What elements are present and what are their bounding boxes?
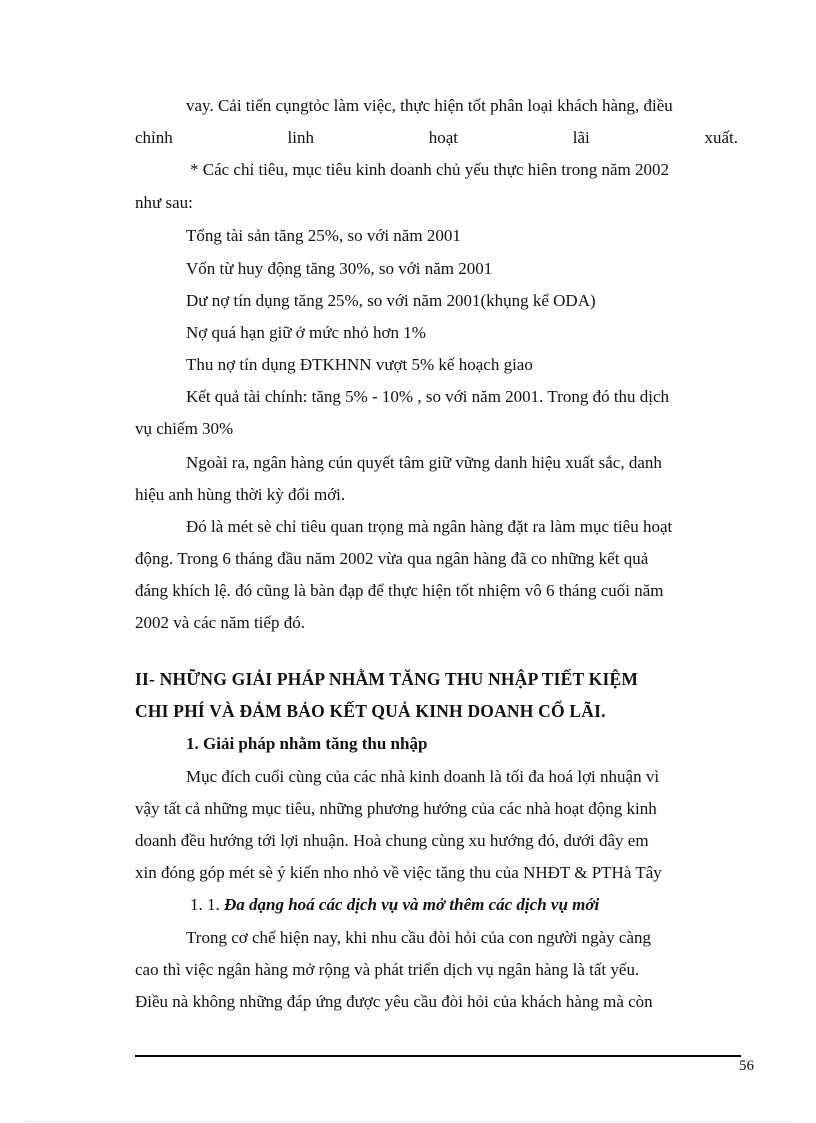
- body-line: cao thì việc ngân hàng mở rộng và phát triển dịch vụ ngân hàng là tất yếu.: [135, 960, 640, 979]
- body-line: Kết quả tài chính: tăng 5% - 10% , so với năm 2001. Trong đó thu dịch: [186, 387, 670, 406]
- target-item: Vốn từ huy động tăng 30%, so với năm 2001: [186, 259, 493, 278]
- target-item: Thu nợ tín dụng ĐTKHNN vượt 5% kế hoạch giao: [186, 355, 533, 374]
- footer-rule: [135, 1055, 741, 1057]
- item-number: 1. 1.: [190, 895, 220, 914]
- target-item: Nợ quá hạn giữ ở mức nhỏ hơn 1%: [186, 323, 426, 342]
- word: lãi: [572, 128, 590, 147]
- body-line: vay. Cải tiến cụngtỏc làm việc, thực hiện tốt phân loại khách hàng, điều: [186, 96, 673, 115]
- body-line: Đó là mét sè chỉ tiêu quan trọng mà ngân hàng đặt ra làm mục tiêu hoạt: [186, 517, 673, 536]
- item-heading: [190, 894, 738, 916]
- body-line-justified: [135, 127, 738, 149]
- word: chỉnh: [135, 128, 173, 147]
- target-item: Tổng tài sản tăng 25%, so với năm 2001: [186, 226, 461, 245]
- body-line: * Các chỉ tiêu, mục tiêu kinh doanh chủ yếu thực hiên trong năm 2002: [190, 160, 669, 179]
- body-line: Ngoài ra, ngân hàng cún quyết tâm giữ vững danh hiệu xuất sắc, danh: [186, 453, 662, 472]
- body-line: 2002 và các năm tiếp đó.: [135, 613, 305, 632]
- body-line: xin đóng góp mét sè ý kiến nho nhỏ về việc tăng thu của NHĐT & PTHà Tây: [135, 863, 662, 882]
- target-item: Dư nợ tín dụng tăng 25%, so với năm 2001(khụng kể ODA): [186, 291, 596, 310]
- body-line: như sau:: [135, 193, 193, 212]
- page-edge-divider: [25, 1121, 791, 1122]
- body-line: động. Trong 6 tháng đầu năm 2002 vừa qua ngân hàng đã co những kết quả: [135, 549, 649, 568]
- body-line: vậy tất cả những mục tiêu, những phương hướng của các nhà hoạt động kinh: [135, 799, 657, 818]
- section-heading: II- NHỮNG GIẢI PHÁP NHẰM TĂNG THU NHẬP TIẾT KIỆM: [135, 669, 639, 689]
- body-line: Trong cơ chế hiện nay, khi nhu cầu đòi hỏi của con người ngày càng: [186, 928, 651, 947]
- body-line: Mục đích cuối cùng của các nhà kinh doanh là tối đa hoá lợi nhuận vì: [186, 767, 660, 786]
- word: linh: [287, 128, 314, 147]
- body-line: Điều nà không những đáp ứng được yêu cầu đòi hỏi của khách hàng mà còn: [135, 992, 653, 1011]
- body-line: hiệu anh hùng thời kỳ đổi mới.: [135, 485, 346, 504]
- page-number: 56: [739, 1058, 754, 1074]
- subsection-heading: 1. Giải pháp nhằm tăng thu nhập: [186, 734, 428, 753]
- body-line: đáng khích lệ. đó cũng là bàn đạp để thực hiện tốt nhiệm vô 6 tháng cuối năm: [135, 581, 664, 600]
- word: xuất.: [704, 128, 738, 147]
- body-line: vụ chiếm 30%: [135, 419, 234, 438]
- body-line: doanh đều hướng tới lợi nhuận. Hoà chung cùng xu hướng đó, dưới đây em: [135, 831, 649, 850]
- item-title: Đa dạng hoá các dịch vụ và mở thêm các dịch vụ mới: [224, 895, 600, 914]
- word: hoạt: [428, 128, 458, 147]
- section-heading: CHI PHÍ VÀ ĐẢM BẢO KẾT QUẢ KINH DOANH CỔ LÃI.: [135, 701, 606, 721]
